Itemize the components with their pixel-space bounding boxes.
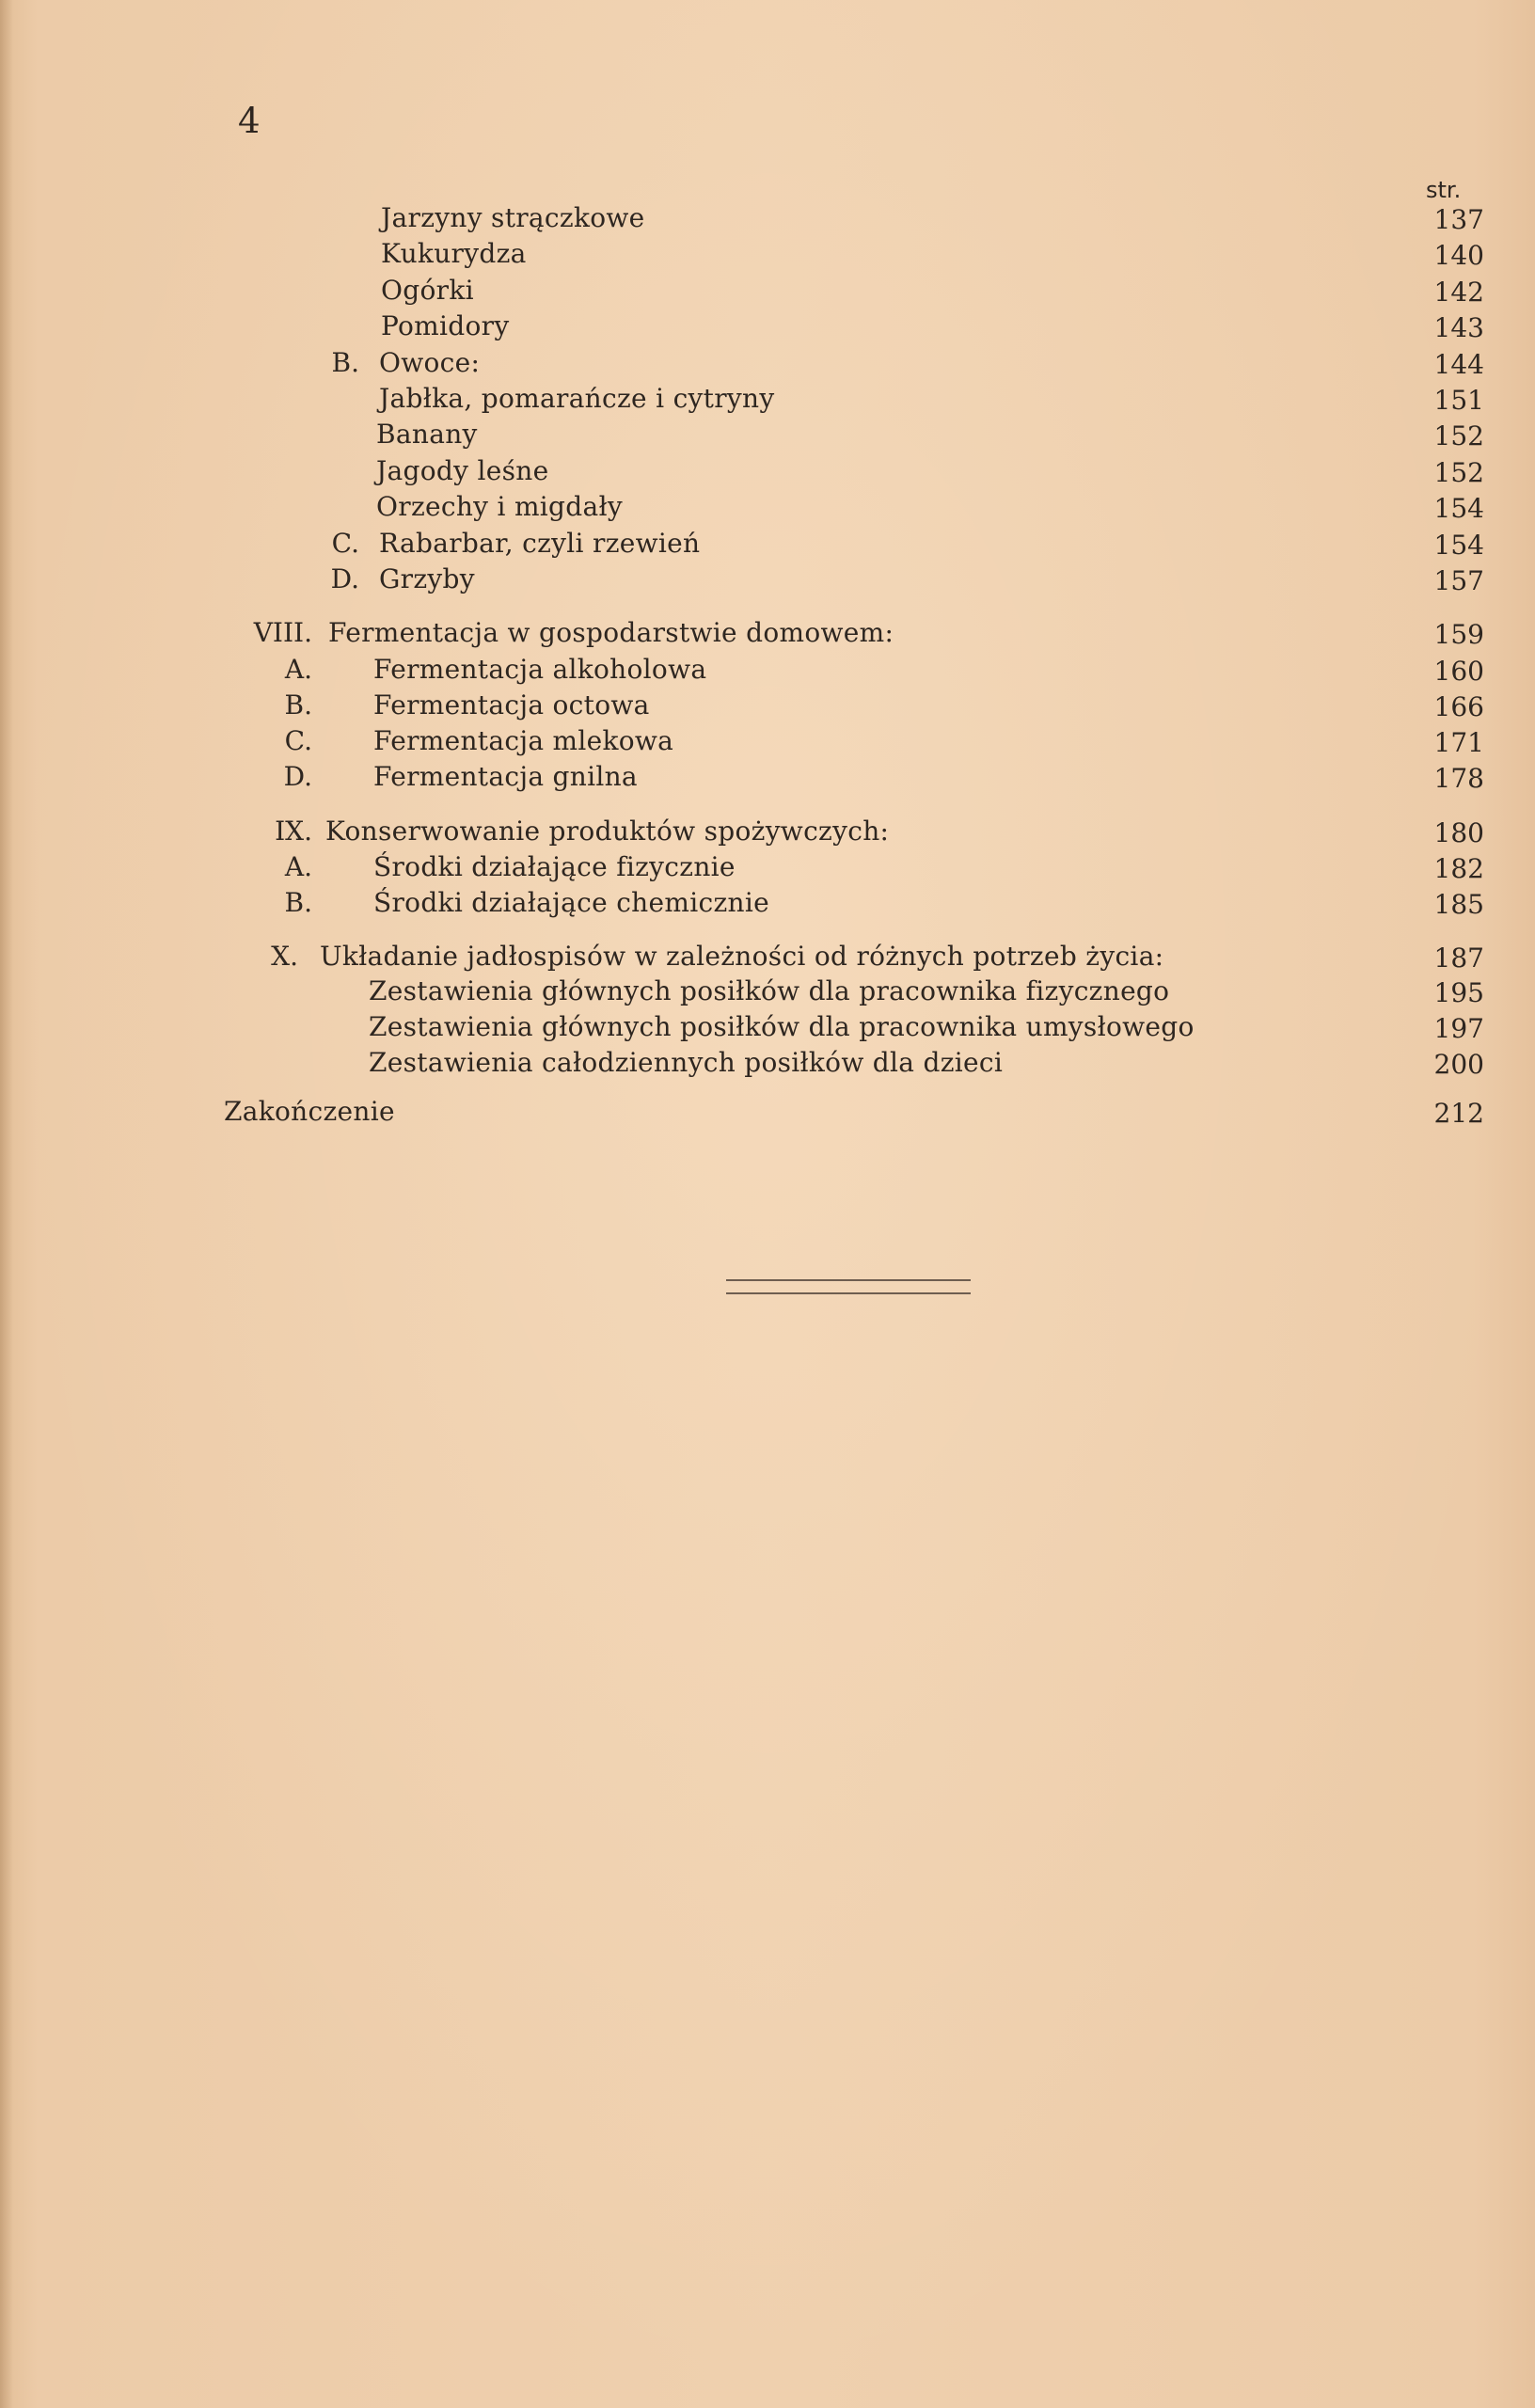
toc-dot-leader	[1016, 1052, 1406, 1080]
toc-dot-leader	[488, 568, 1406, 596]
toc-entry-number: D.	[283, 761, 312, 792]
toc-entry-page: 144	[1433, 349, 1484, 380]
toc-dot-leader	[713, 532, 1406, 561]
toc-dot-leader	[1208, 1016, 1406, 1044]
toc-entry-page: 212	[1433, 1098, 1484, 1129]
toc-dot-leader	[1182, 980, 1406, 1008]
toc-entry-page: 182	[1433, 853, 1484, 884]
toc-entry	[0, 559, 1535, 600]
toc-entry	[0, 612, 1535, 654]
toc-dot-leader	[651, 766, 1406, 794]
toc-entry-number: X.	[271, 941, 298, 972]
toc-entry-page: 140	[1433, 240, 1484, 271]
toc-dot-leader	[663, 694, 1406, 722]
toc-entry-number: D.	[330, 563, 359, 594]
toc-dot-leader	[687, 730, 1406, 758]
toc-dot-leader	[907, 622, 1406, 650]
toc-entry	[0, 882, 1535, 924]
page-column-label: str.	[1426, 177, 1462, 203]
toc-entry-number: B.	[331, 347, 359, 378]
toc-dot-leader	[902, 820, 1406, 848]
toc-entry	[0, 486, 1535, 528]
toc-dot-leader	[491, 423, 1406, 452]
toc-entry-title: Zakończenie	[224, 1096, 395, 1127]
toc-dot-leader	[720, 658, 1406, 687]
toc-entry-number: C.	[284, 725, 312, 756]
toc-entry-number: A.	[284, 654, 312, 685]
toc-entry-title: Jabłka, pomarańcze i cytryny	[379, 383, 775, 414]
toc-entry-page: 157	[1433, 565, 1484, 596]
toc-dot-leader	[562, 460, 1406, 488]
toc-entry-title: Owoce:	[379, 347, 481, 378]
toc-entry-page: 171	[1433, 727, 1484, 758]
toc-entry-title: Fermentacja mlekowa	[373, 725, 674, 756]
toc-entry-title: Fermentacja gnilna	[373, 761, 638, 792]
toc-entry	[0, 1042, 1535, 1084]
toc-dot-leader	[408, 1101, 1406, 1129]
toc-entry-title: Banany	[376, 419, 478, 450]
toc-dot-leader	[658, 207, 1406, 235]
toc-entry-title: Środki działające fizycznie	[373, 851, 736, 882]
closing-ornament-rule	[726, 1279, 971, 1294]
toc-entry-page: 195	[1433, 977, 1484, 1008]
toc-dot-leader	[1177, 945, 1406, 974]
toc-entry-number: C.	[331, 528, 359, 559]
toc-entry-title: Zestawienia głównych posiłków dla pracownika umysłowego	[369, 1011, 1195, 1042]
toc-entry-title: Jagody leśne	[376, 455, 549, 486]
toc-entry-title: Układanie jadłospisów w zależności od różnych potrzeb życia:	[320, 941, 1164, 972]
toc-entry-page: 137	[1433, 204, 1484, 235]
toc-entry-page: 152	[1433, 457, 1484, 488]
toc-entry	[0, 233, 1535, 275]
toc-dot-leader	[783, 892, 1406, 920]
toc-entry-title: Fermentacja w gospodarstwie domowem:	[328, 617, 894, 648]
toc-entry-page: 152	[1433, 420, 1484, 452]
toc-entry-page: 180	[1433, 817, 1484, 848]
toc-entry-title: Zestawienia głównych posiłków dla pracownika fizycznego	[369, 975, 1170, 1006]
toc-entry-page: 159	[1433, 619, 1484, 650]
toc-dot-leader	[749, 856, 1406, 884]
toc-entry	[0, 756, 1535, 798]
toc-entry-page: 185	[1433, 889, 1484, 920]
toc-entry-title: Rabarbar, czyli rzewień	[379, 528, 701, 559]
toc-entry-page: 200	[1433, 1049, 1484, 1080]
toc-entry-page: 187	[1433, 943, 1484, 974]
toc-dot-leader	[787, 388, 1406, 416]
toc-dot-leader	[522, 315, 1406, 343]
toc-entry-number: VIII.	[253, 617, 312, 648]
toc-entry-page: 154	[1433, 530, 1484, 561]
toc-entry	[0, 1091, 1535, 1133]
toc-dot-leader	[487, 279, 1406, 308]
toc-entry-title: Jarzyny strączkowe	[381, 202, 645, 233]
toc-entry-page: 142	[1433, 277, 1484, 308]
toc-entry-page: 154	[1433, 493, 1484, 524]
toc-entry-title: Ogórki	[381, 275, 474, 306]
toc-entry-number: B.	[284, 689, 312, 721]
toc-entry-title: Orzechy i migdały	[376, 491, 623, 522]
toc-entry-title: Konserwowanie produktów spożywczych:	[325, 816, 890, 847]
toc-dot-leader	[636, 496, 1406, 524]
toc-entry	[0, 414, 1535, 455]
toc-entry-page: 151	[1433, 385, 1484, 416]
toc-dot-leader	[493, 352, 1406, 380]
toc-entry-number: IX.	[275, 816, 312, 847]
toc-entry-number: A.	[284, 851, 312, 882]
toc-dot-leader	[540, 243, 1406, 271]
toc-entry-page: 166	[1433, 691, 1484, 722]
toc-entry-title: Pomidory	[381, 310, 510, 341]
toc-entry	[0, 306, 1535, 347]
toc-entry-title: Środki działające chemicznie	[373, 887, 769, 918]
toc-entry-page: 178	[1433, 763, 1484, 794]
toc-entry-title: Grzyby	[379, 563, 475, 594]
toc-entry-page: 197	[1433, 1013, 1484, 1044]
toc-entry-page: 143	[1433, 312, 1484, 343]
toc-entry-title: Zestawienia całodziennych posiłków dla dzieci	[369, 1047, 1004, 1078]
toc-entry-page: 160	[1433, 656, 1484, 687]
toc-entry-title: Kukurydza	[381, 238, 527, 269]
page-number: 4	[238, 101, 261, 141]
toc-entry-number: B.	[284, 887, 312, 918]
toc-entry-title: Fermentacja alkoholowa	[373, 654, 707, 685]
toc-entry-title: Fermentacja octowa	[373, 689, 650, 721]
